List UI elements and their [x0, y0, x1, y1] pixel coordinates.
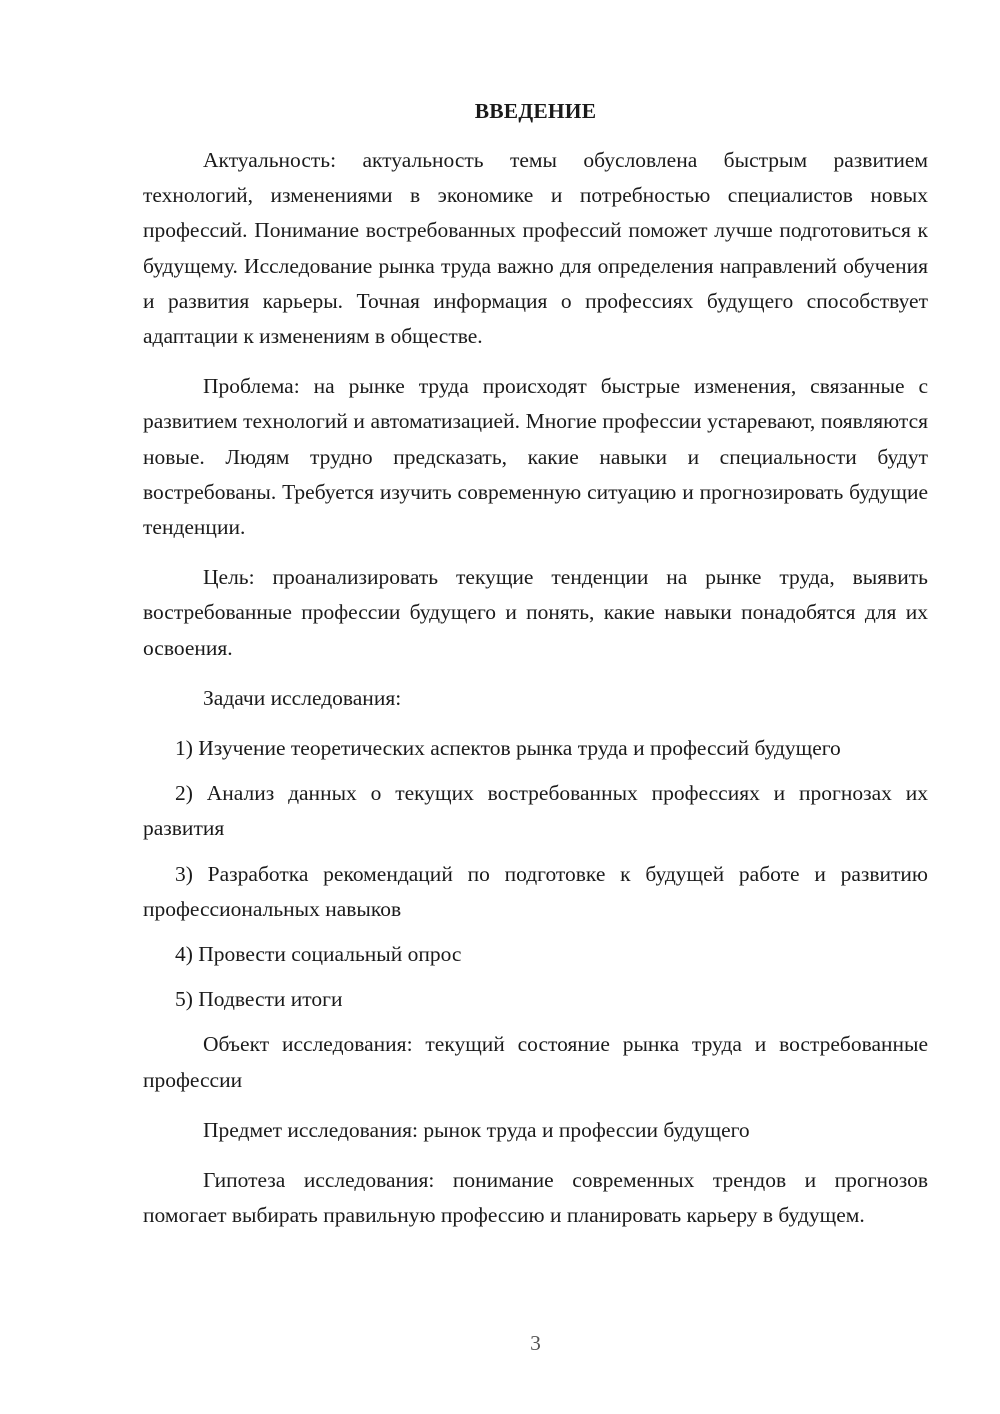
list-item-task-3: 3) Разработка рекомендаций по подготовке к будущей работе и развитию профессиональных навыков: [143, 861, 928, 921]
list-item-task-4: 4) Провести социальный опрос: [175, 942, 462, 967]
paragraph-relevance: Актуальность: актуальность темы обусловлена быстрым развитием технологий, изменениями в экономике и потребностью специалистов новых профессий. Понимание востребованных профессий поможет лучше подготовиться к будущему. Исследование рынка труда важно для определения направлений обучения и развития карьеры. Точная информация о профессиях будущего способствует адаптации к изменениям в обществе.: [143, 148, 928, 349]
tasks-heading: Задачи исследования:: [203, 685, 402, 710]
list-item-task-1: 1) Изучение теоретических аспектов рынка труда и профессий будущего: [175, 736, 841, 761]
paragraph-problem: Проблема: на рынке труда происходят быстрые изменения, связанные с развитием технологий и автоматизацией. Многие профессии устаревают, появляются новые. Людям трудно предсказать, какие навыки и специальности будут востребованы. Требуется изучить современную ситуацию и прогнозировать будущие тенденции.: [143, 374, 928, 540]
paragraph-subject: Предмет исследования: рынок труда и профессии будущего: [203, 1117, 750, 1142]
paragraph-object: Объект исследования: текущий состояние рынка труда и востребованные профессии: [143, 1032, 928, 1092]
list-item-task-5: 5) Подвести итоги: [175, 987, 343, 1012]
paragraph-hypothesis: Гипотеза исследования: понимание современных трендов и прогнозов помогает выбирать правильную профессию и планировать карьеру в будущем.: [143, 1168, 928, 1228]
page-content: [143, 96, 928, 1248]
page-number: 3: [530, 1331, 541, 1355]
list-item-task-2: 2) Анализ данных о текущих востребованных профессиях и прогнозах их развития: [143, 781, 928, 841]
paragraph-goal: Цель: проанализировать текущие тенденции на рынке труда, выявить востребованные профессии будущего и понять, какие навыки понадобятся для их освоения.: [143, 565, 928, 660]
section-title: ВВЕДЕНИЕ: [474, 99, 597, 123]
